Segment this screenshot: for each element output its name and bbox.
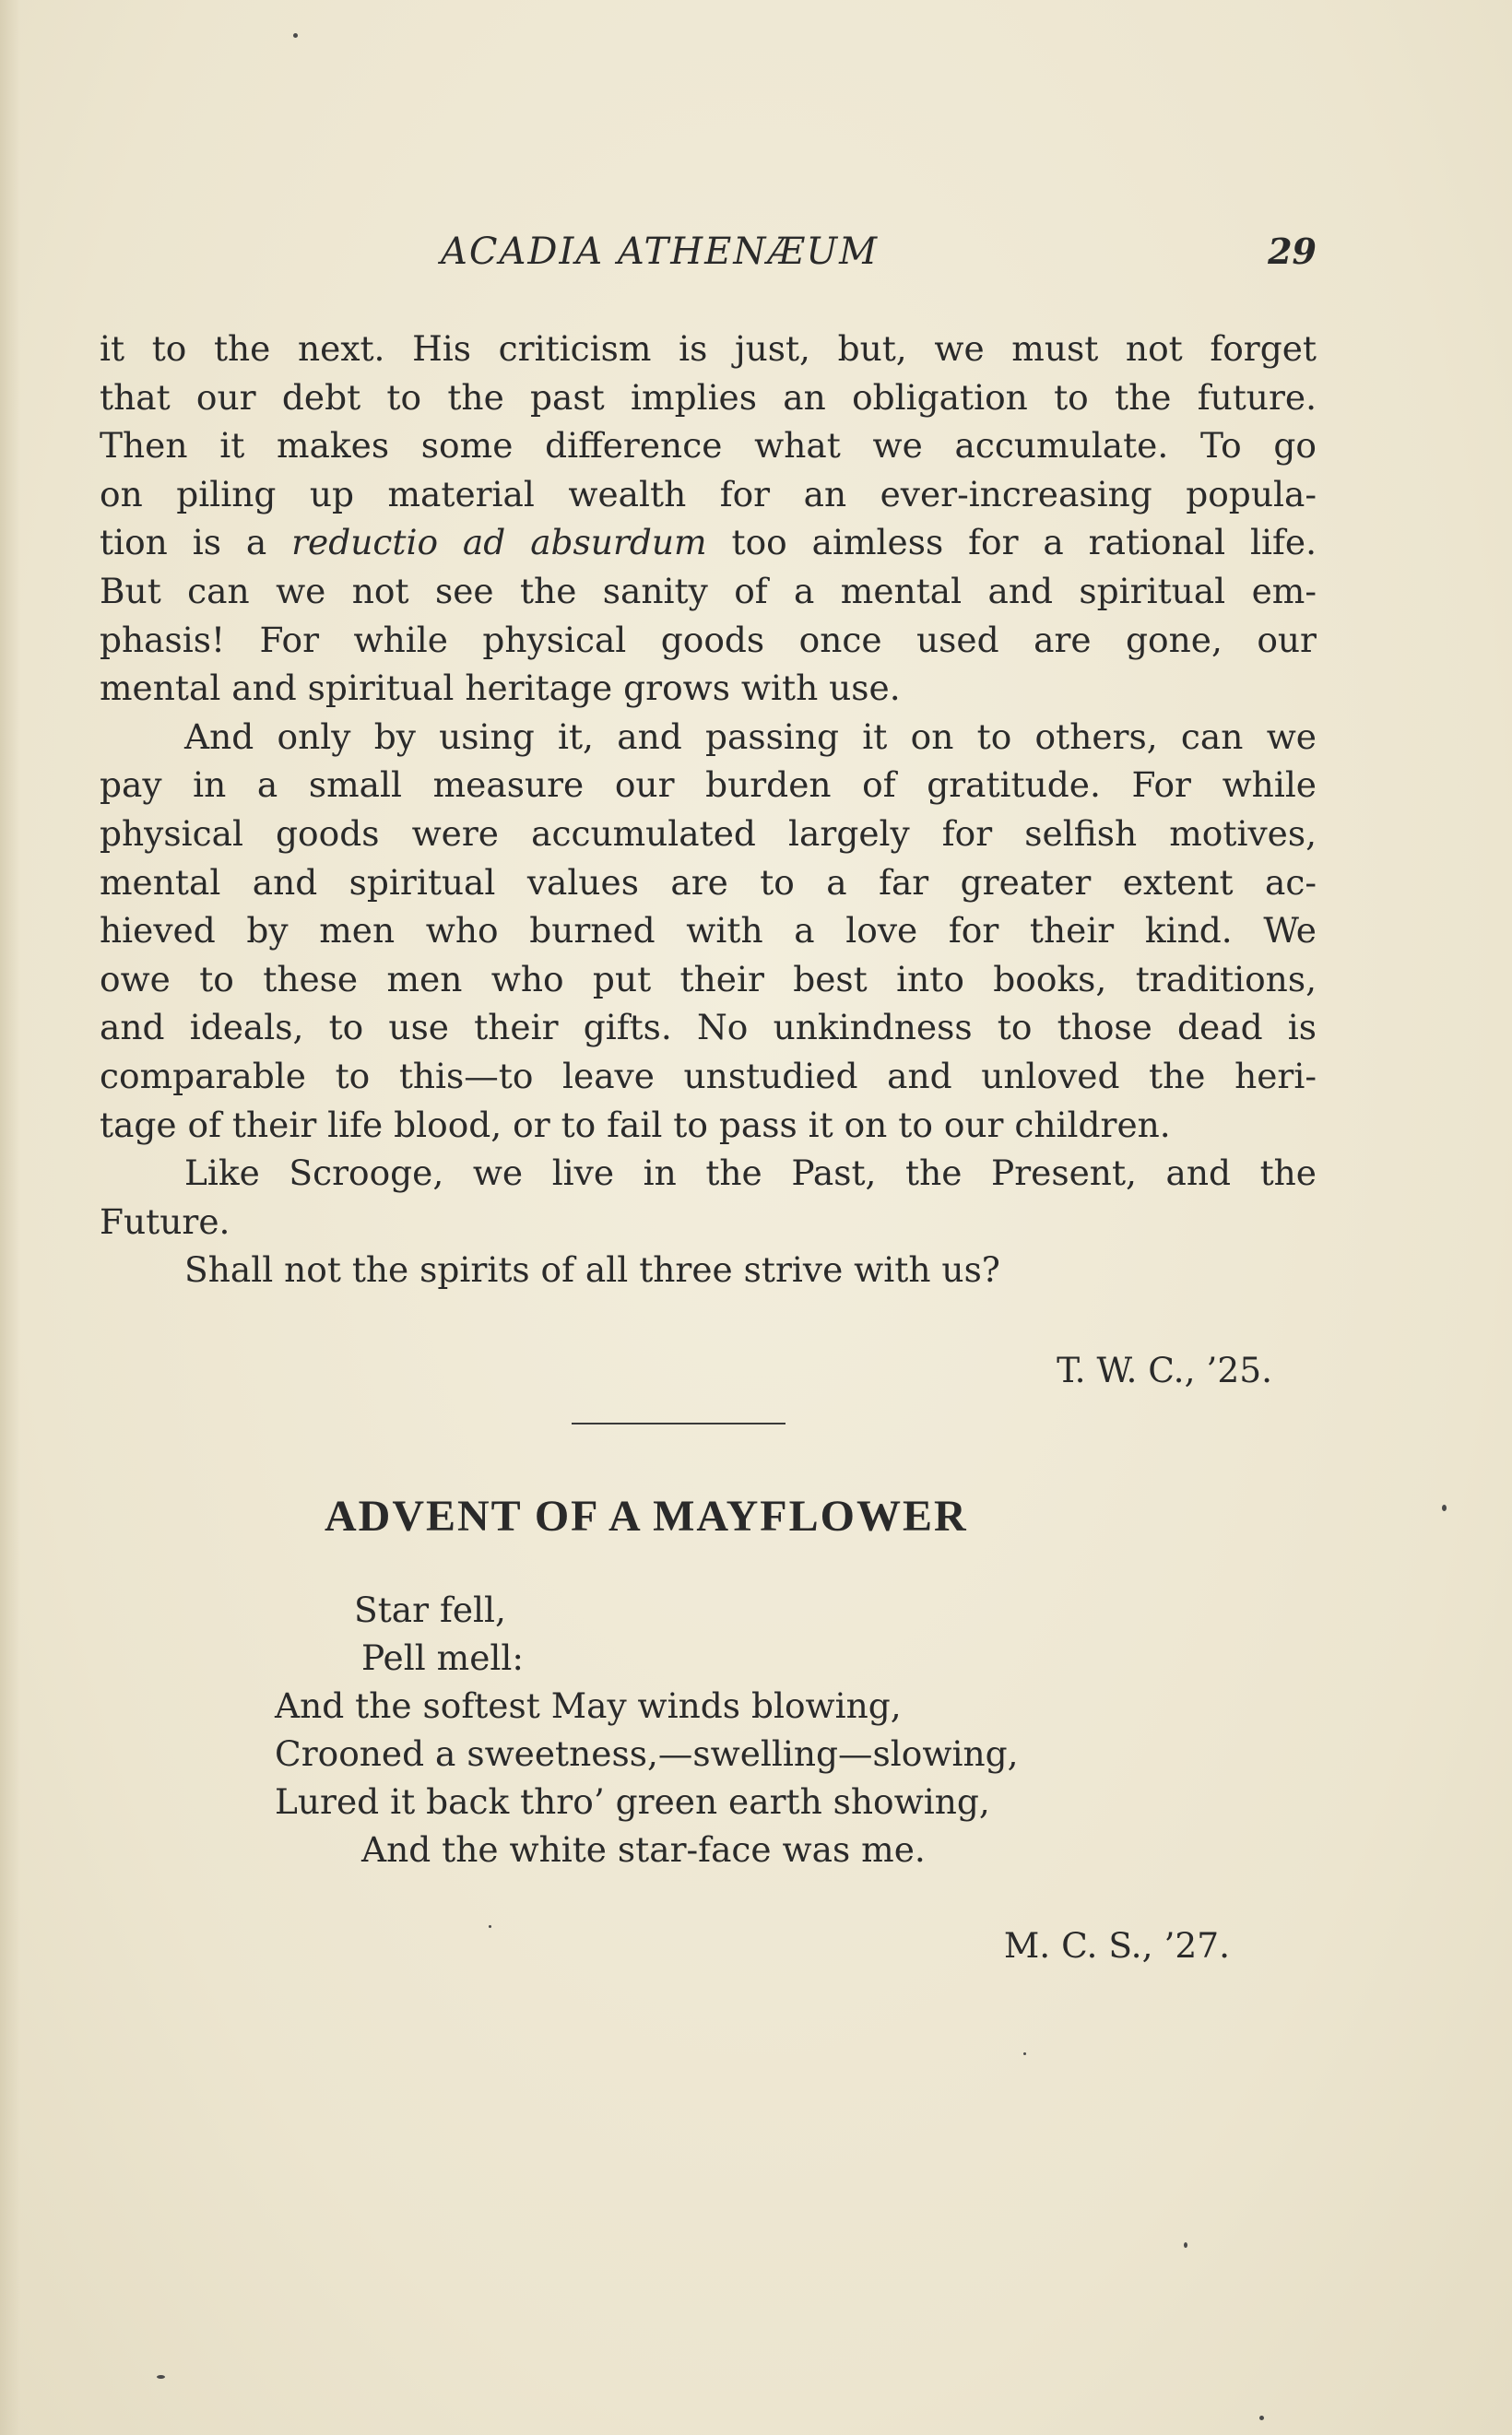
text-run: on piling up material wealth for an ever-increasing popula-: [100, 473, 1317, 514]
text-run: phasis! For while physical goods once used are gone, our: [100, 619, 1317, 660]
running-head: [100, 230, 1317, 286]
paper-speck: [1184, 2242, 1187, 2248]
section-divider: [572, 1423, 786, 1424]
essay-line: [100, 421, 1317, 470]
poem-title: ADVENT OF A MAYFLOWER: [325, 1492, 968, 1541]
essay-line: [100, 1101, 1317, 1150]
text-run: Then it makes some difference what we accumulate. To go: [100, 425, 1317, 467]
text-run: hieved by men who burned with a love for their kind. We: [100, 910, 1317, 952]
essay-line: [100, 470, 1317, 519]
essay-line: [100, 713, 1317, 762]
paper-speck: [1023, 2052, 1026, 2055]
essay-line: [100, 955, 1317, 1004]
essay-line: [100, 858, 1317, 907]
essay-line: [100, 1052, 1317, 1101]
page-edge-shadow: [0, 0, 20, 2435]
text-run: too aimless for a rational life.: [706, 522, 1317, 563]
poem-signature: M. C. S., ’27.: [1003, 1925, 1230, 1966]
essay-line: [100, 518, 1317, 567]
essay-line: [100, 325, 1317, 373]
text-run: mental and spiritual values are to a far greater extent ac-: [100, 861, 1317, 903]
italic-phrase: reductio ad absurdum: [291, 522, 707, 563]
essay-line: [100, 664, 1317, 713]
text-run: comparable to this—to leave unstudied and unloved the heri-: [100, 1055, 1317, 1096]
text-run: Like Scrooge, we live in the Past, the Present, and the: [184, 1152, 1317, 1194]
paper-speck: [157, 2375, 165, 2379]
essay-line: [100, 616, 1317, 665]
essay-line: [100, 567, 1317, 616]
text-run: owe to these men who put their best into books, traditions,: [100, 958, 1317, 999]
essay-signature: T. W. C., ’25.: [1057, 1350, 1272, 1390]
paper-speck: [1259, 2416, 1264, 2420]
essay-line: [100, 373, 1317, 422]
paper-speck: [489, 1925, 491, 1928]
text-run: that our debt to the past implies an obligation to the future.: [100, 376, 1317, 418]
text-run: physical goods were accumulated largely for selfish motives,: [100, 812, 1317, 854]
text-run: pay in a small measure our burden of gratitude. For while: [100, 764, 1317, 806]
essay-line: [100, 1246, 1317, 1294]
poem-line: Pell mell:: [361, 1637, 525, 1678]
text-run: and ideals, to use their gifts. No unkindness to those dead is: [100, 1007, 1317, 1048]
text-run: it to the next. His criticism is just, but, we must not forget: [100, 328, 1317, 369]
essay-line: [100, 1149, 1317, 1198]
text-run: Shall not the spirits of all three strive with us?: [184, 1249, 1000, 1291]
essay-line: [100, 906, 1317, 955]
essay-body: [100, 325, 1317, 1294]
poem-line: And the white star-face was me.: [361, 1829, 926, 1870]
poem-line: Lured it back thro’ green earth showing,: [275, 1781, 990, 1822]
poem-line: Star fell,: [354, 1590, 506, 1630]
paper-speck: [293, 33, 298, 38]
poem-line: And the softest May winds blowing,: [275, 1685, 902, 1726]
paper-speck: [1442, 1505, 1447, 1511]
text-run: Future.: [100, 1200, 230, 1242]
page-number: 29: [1268, 230, 1317, 272]
essay-line: [100, 1003, 1317, 1052]
text-run: But can we not see the sanity of a mental and spiritual em-: [100, 570, 1317, 611]
text-run: mental and spiritual heritage grows with use.: [100, 668, 901, 709]
text-run: And only by using it, and passing it on to others, can we: [184, 715, 1317, 757]
text-run: tage of their life blood, or to fail to pass it on to our children.: [100, 1104, 1171, 1145]
essay-line: [100, 761, 1317, 810]
poem-line: Crooned a sweetness,—swelling—slowing,: [275, 1733, 1019, 1774]
text-run: tion is a: [100, 522, 292, 563]
essay-line: [100, 810, 1317, 858]
running-title: ACADIA ATHENÆUM: [441, 230, 880, 273]
essay-line: [100, 1198, 1317, 1247]
